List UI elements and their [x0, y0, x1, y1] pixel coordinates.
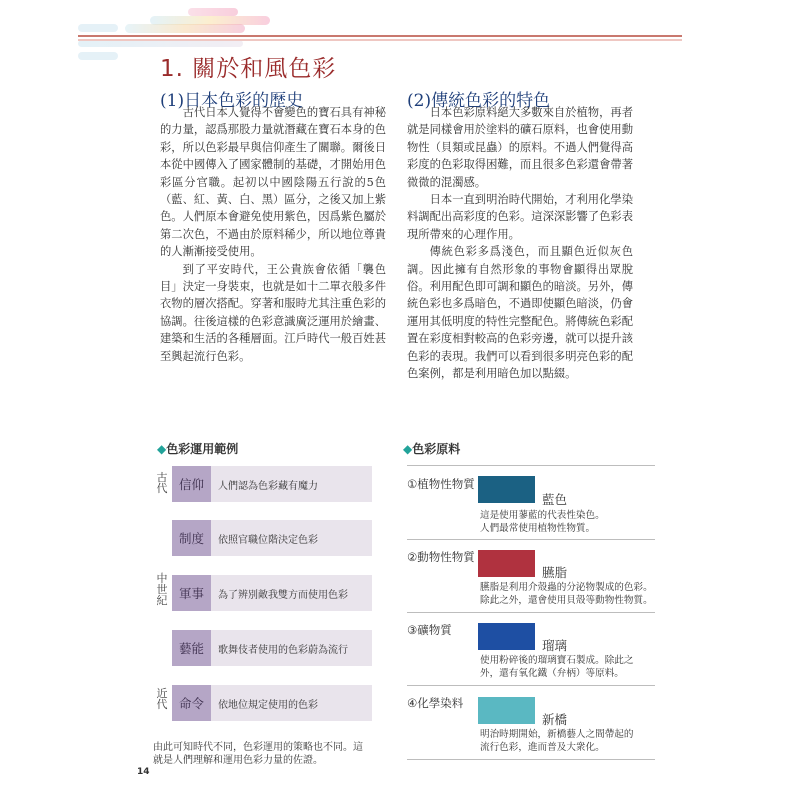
- material-desc-line: 這是使用蓼藍的代表性染色。: [480, 510, 605, 521]
- material-desc-line: 外，還有氧化鐵（弁柄）等原料。: [480, 668, 624, 679]
- diamond-icon: ◆: [157, 442, 167, 456]
- materials-section-title: [403, 440, 460, 457]
- usage-desc: 歌舞伎者使用的色彩蔚為流行: [218, 644, 348, 656]
- materials-title-text: 色彩原料: [412, 442, 461, 456]
- material-label: ③礦物質: [407, 623, 452, 637]
- material-desc-line: 除此之外，還會使用貝殼等動物性物質。: [480, 595, 653, 606]
- usage-item: [172, 630, 372, 666]
- traditional-paragraph: 傳統色彩多爲淺色，而且顯色近似灰色調。因此擁有自然形象的事物會顯得出眾脫俗。利用配色即可調和顯色的暗淡。另外，傳統色彩也多爲暗色，不過即使顯色暗淡，仍會運用其低明度的特性完整配色。將傳統色彩配置在彩度相對較高的色彩旁邊，就可以提升該色彩的表現。我們可以看到很多明亮色彩的配色案例，都是利用暗色加以點綴。: [407, 245, 633, 381]
- material-color-name: 臙脂: [542, 565, 568, 580]
- material-color-name: 新橋: [542, 712, 568, 727]
- material-label: ①植物性物質: [407, 477, 475, 491]
- material-desc: [480, 581, 660, 607]
- usage-desc: 人們認為色彩藏有魔力: [218, 480, 318, 492]
- material-desc-line: 臙脂是利用介殼蟲的分泌物製成的色彩。: [480, 582, 653, 593]
- material-label: ②動物性物質: [407, 550, 475, 564]
- usage-tag: 信仰: [172, 466, 211, 502]
- divider: [407, 539, 655, 540]
- usage-item: [172, 685, 372, 721]
- era-label-medieval: 中 世 紀: [156, 572, 168, 607]
- divider: [407, 759, 655, 760]
- material-color-name: 藍色: [542, 492, 568, 507]
- color-swatch: [478, 623, 535, 650]
- material-desc-line: 使用粉碎後的瑠璃寶石製成。除此之: [480, 655, 634, 666]
- usage-tag: 制度: [172, 520, 211, 556]
- usage-desc: 依照官職位階決定色彩: [218, 534, 318, 546]
- material-desc-line: 流行色彩，進而普及大衆化。: [480, 742, 605, 753]
- diamond-icon: ◆: [403, 442, 413, 456]
- usage-item: [172, 520, 372, 556]
- usage-item: [172, 466, 372, 502]
- color-swatch: [478, 476, 535, 503]
- material-desc: [480, 654, 660, 680]
- usage-desc: 依地位規定使用的色彩: [218, 699, 318, 711]
- traditional-body: [407, 104, 633, 383]
- color-swatch: [478, 697, 535, 724]
- usage-tag: 命令: [172, 685, 211, 721]
- material-label: ④化學染料: [407, 696, 464, 710]
- material-desc: [480, 728, 660, 754]
- color-swatch: [478, 550, 535, 577]
- material-desc-line: 人們最常使用植物性物質。: [480, 523, 596, 534]
- era-label-modern: 近 代: [156, 687, 168, 711]
- usage-title-text: 色彩運用範例: [166, 442, 239, 456]
- usage-note: 由此可知時代不同，色彩運用的策略也不同。這就是人們理解和運用色彩力量的佐證。: [153, 742, 363, 766]
- era-label-ancient: 古 代: [156, 471, 168, 495]
- traditional-paragraph: 日本一直到明治時代開始，才利用化學染料調配出高彩度的色彩。這深深影響了色彩表現所帶來的心理作用。: [407, 193, 633, 241]
- divider: [407, 685, 655, 686]
- usage-section-title: [157, 440, 238, 457]
- divider: [407, 465, 655, 466]
- section-heading-history: (1)日本色彩的歷史: [160, 91, 304, 111]
- page-title: 1. 關於和風色彩: [160, 56, 337, 82]
- material-desc: [480, 509, 660, 535]
- material-desc-line: 明治時期開始，新橋藝人之間帶起的: [480, 729, 634, 740]
- history-paragraph: 古代日本人覺得不會變色的寶石具有神秘的力量，認爲那股力量就潛藏在寶石本身的色彩，所以色彩最早與信仰產生了關聯。爾後日本從中國傳入了國家體制的基礎，才開始用色彩區分官職。起初以中國陰陽五行說的5色（藍、紅、黃、白、黑）區分，之後又加上紫色。人們原本會避免使用紫色，因爲紫色屬於第二次色，不過由於原料稀少，所以地位尊貴的人漸漸接受使用。: [160, 106, 386, 259]
- usage-item: [172, 575, 372, 611]
- material-color-name: 瑠璃: [542, 638, 568, 653]
- usage-desc: 為了辨別敵我雙方而使用色彩: [218, 589, 348, 601]
- section-heading-traditional: (2)傳統色彩的特色: [407, 91, 551, 111]
- traditional-paragraph: 日本色彩原料絕大多數來自於植物，再者就是同樣會用於塗料的礦石原料，也會使用動物性（貝類或昆蟲）的原料。不過人們覺得高彩度的色彩取得困難，而且很多色彩還會帶著微微的混濁感。: [407, 106, 633, 189]
- divider: [407, 612, 655, 613]
- page-number: 14: [137, 767, 150, 777]
- usage-tag: 藝能: [172, 630, 211, 666]
- history-body: [160, 104, 386, 365]
- usage-tag: 軍事: [172, 575, 211, 611]
- history-paragraph: 到了平安時代，王公貴族會依循「襲色目」決定一身裝束，也就是如十二單衣般多件衣物的層次搭配。穿著和服時尤其注重色彩的協調。往後這樣的色彩意識廣泛運用於繪畫、建築和生活的各種層面。江戶時代一般百姓甚至興起流行色彩。: [160, 262, 386, 363]
